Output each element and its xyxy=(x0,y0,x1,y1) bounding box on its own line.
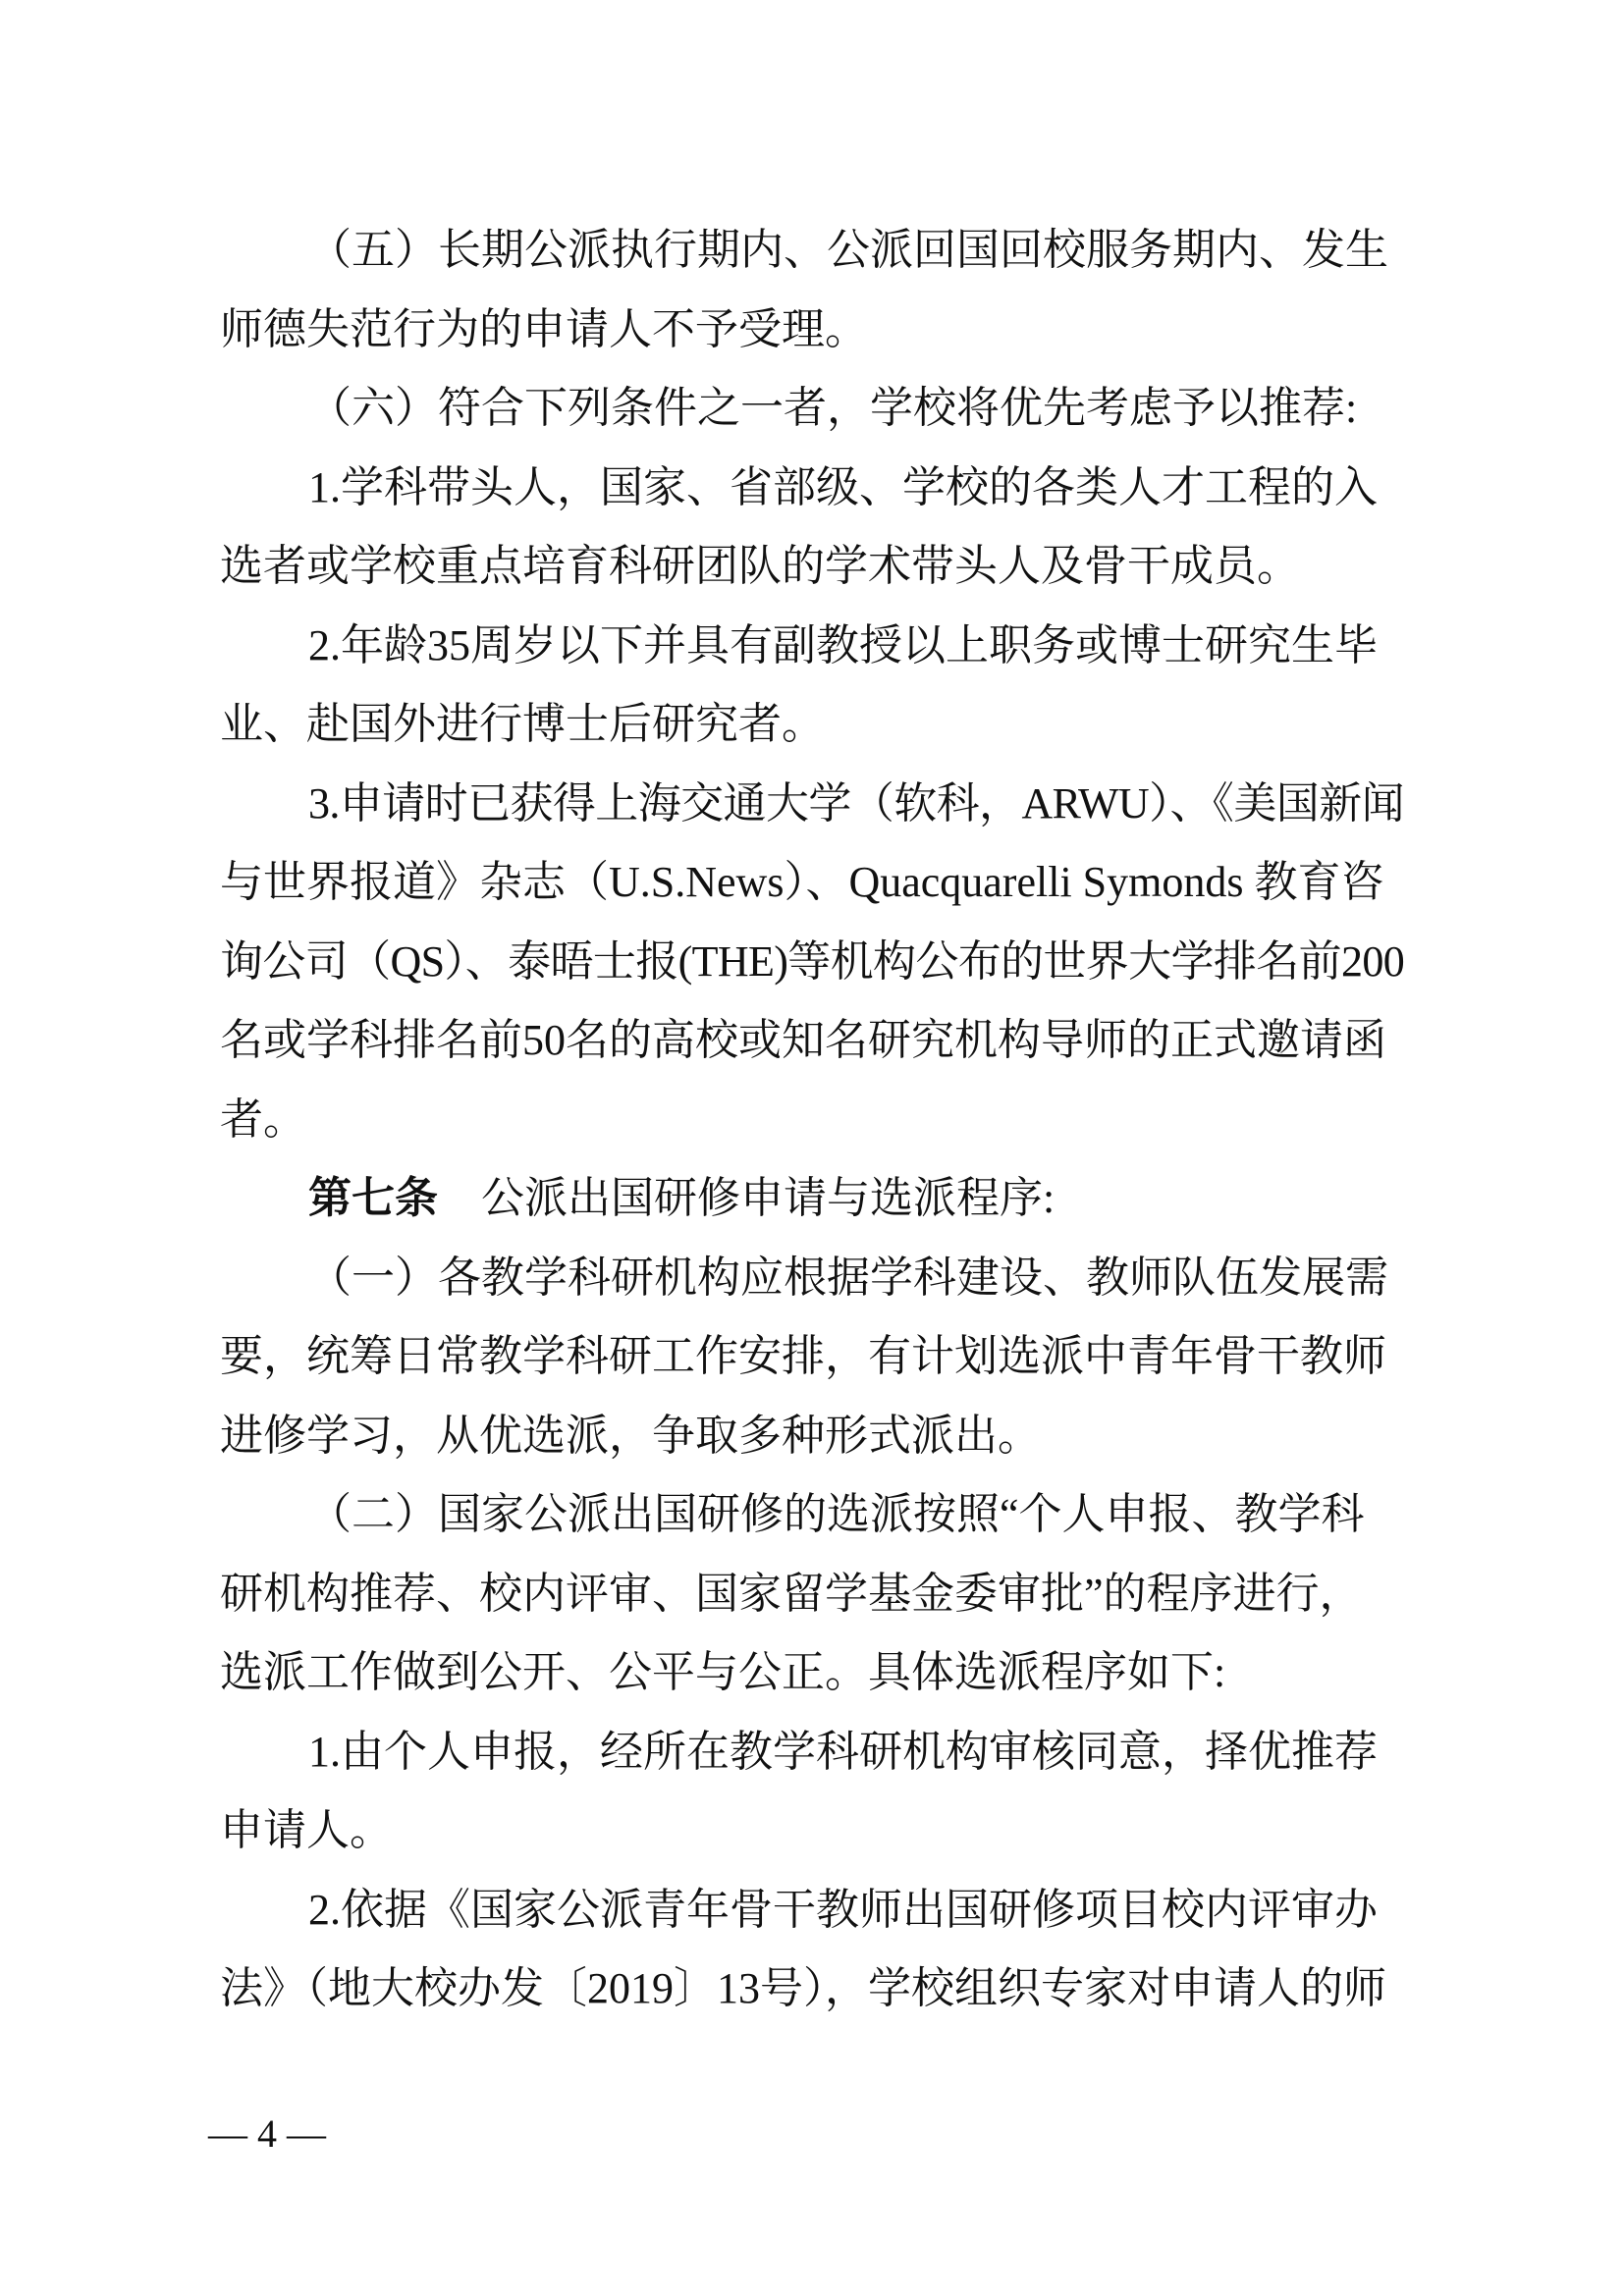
text-line: 要，统筹日常教学科研工作安排，有计划选派中青年骨干教师 xyxy=(220,1332,1386,1380)
text-line: 选者或学校重点培育科研团队的学术带头人及骨干成员。 xyxy=(220,542,1300,590)
text-line: （二）国家公派出国研修的选派按照“个人申报、教学科 xyxy=(308,1490,1365,1538)
text-line: （一）各教学科研机构应根据学科建设、教师队伍发展需 xyxy=(308,1253,1388,1302)
text-line: 进修学习，从优选派，争取多种形式派出。 xyxy=(220,1411,1041,1460)
text-line: 3.申请时已获得上海交通大学（软科，ARWU）、《美国新闻 xyxy=(308,778,1404,828)
text-line: 法》（地大校办发〔2019〕13号），学校组织专家对申请人的师 xyxy=(220,1964,1386,2012)
text-line: 申请人。 xyxy=(220,1806,393,1854)
text-line: 与世界报道》杂志（U.S.News）、Quacquarelli Symonds 教育咨 xyxy=(220,858,1384,906)
text-line: 1.学科带头人，国家、省部级、学校的各类人才工程的入 xyxy=(308,462,1378,511)
text-line: 1.由个人申报，经所在教学科研机构审核同意，择优推荐 xyxy=(308,1727,1378,1776)
text-line: 业、赴国外进行博士后研究者。 xyxy=(220,700,825,748)
text-line: 2.依据《国家公派青年骨干教师出国研修项目校内评审办 xyxy=(308,1885,1378,1934)
text-line: 研机构推荐、校内评审、国家留学基金委审批”的程序进行， xyxy=(220,1569,1363,1618)
text-line: 第七条 公派出国研修申请与选派程序: xyxy=(308,1174,1056,1222)
article-number-bold: 第七条 xyxy=(308,1174,438,1222)
text-line: 师德失范行为的申请人不予受理。 xyxy=(220,304,868,353)
text-line: 2.年龄35周岁以下并具有副教授以上职务或博士研究生毕 xyxy=(308,620,1378,669)
text-block xyxy=(220,211,1404,2029)
text-line: （五）长期公派执行期内、公派回国回校服务期内、发生 xyxy=(308,226,1388,274)
text-line: 选派工作做到公开、公平与公正。具体选派程序如下: xyxy=(220,1648,1226,1696)
text-line: 者。 xyxy=(220,1095,306,1144)
text-line: （六）符合下列条件之一者，学校将优先考虑予以推荐: xyxy=(308,384,1358,432)
page-number: — 4 — xyxy=(208,2111,326,2156)
text-line: 询公司（QS）、泰晤士报(THE)等机构公布的世界大学排名前200 xyxy=(220,936,1405,986)
text-line: 名或学科排名前50名的高校或知名研究机构导师的正式邀请函 xyxy=(220,1016,1386,1064)
